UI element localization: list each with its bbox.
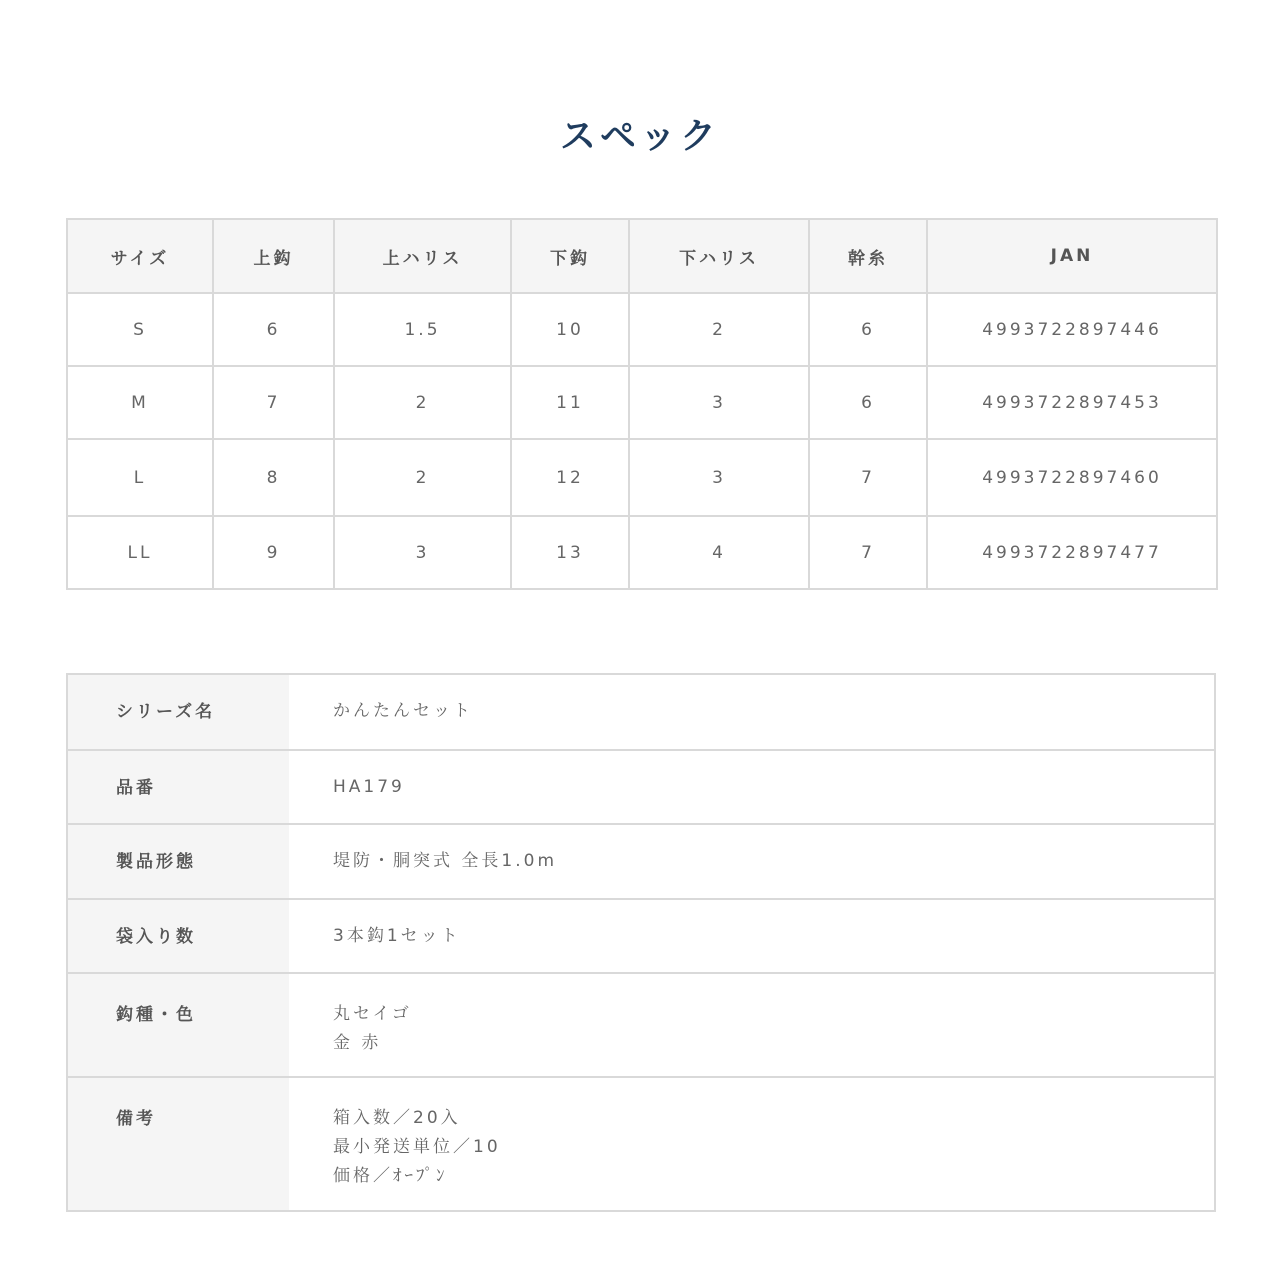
cell-upper-hook: 7 [213,366,334,439]
header-upper-leader: 上ハリス [334,219,511,293]
spec-value [289,824,1215,899]
header-main-line: 幹糸 [809,219,927,293]
header-lower-leader: 下ハリス [629,219,809,293]
spec-value-line: 価格／ｵｰﾌﾟﾝ [333,1166,448,1186]
spec-value-line: 堤防・胴突式 全長1.0m [333,851,557,871]
cell-upper-hook: 8 [213,439,334,516]
cell-size: S [67,293,213,366]
cell-lower-hook: 12 [511,439,629,516]
cell-lower-hook: 10 [511,293,629,366]
spec-row-product-form [67,824,1215,899]
cell-jan: 4993722897477 [927,516,1217,589]
spec-row-hook-type [67,973,1215,1077]
page-title: スペック [559,116,720,157]
cell-jan: 4993722897453 [927,366,1217,439]
cell-upper-leader: 1.5 [334,293,511,366]
table-row [67,439,1217,516]
spec-row-part-number [67,750,1215,824]
spec-value-line: 金 赤 [333,1033,382,1053]
cell-size: M [67,366,213,439]
cell-upper-leader: 3 [334,516,511,589]
spec-row-notes [67,1077,1215,1211]
cell-upper-hook: 6 [213,293,334,366]
cell-upper-leader: 2 [334,366,511,439]
spec-row-series [67,674,1215,750]
cell-lower-leader: 3 [629,366,809,439]
cell-upper-hook: 9 [213,516,334,589]
header-upper-hook: 上鈎 [213,219,334,293]
spec-label: 備考 [67,1077,289,1211]
cell-lower-hook: 11 [511,366,629,439]
spec-label: 袋入り数 [67,899,289,973]
cell-main-line: 6 [809,366,927,439]
spec-label: 品番 [67,750,289,824]
spec-row-bag-count [67,899,1215,973]
cell-upper-leader: 2 [334,439,511,516]
header-size: サイズ [67,219,213,293]
cell-main-line: 7 [809,439,927,516]
header-lower-hook: 下鈎 [511,219,629,293]
cell-lower-leader: 3 [629,439,809,516]
cell-lower-leader: 2 [629,293,809,366]
header-jan: JAN [927,219,1217,293]
spec-value-line: 3本鈎1セット [333,926,461,946]
spec-table [66,673,1216,1212]
spec-value-line: 丸セイゴ [333,1004,412,1024]
spec-value-line: 箱入数／20入 [333,1108,461,1128]
cell-main-line: 7 [809,516,927,589]
size-table [66,218,1218,590]
size-table-header-row [67,219,1217,293]
cell-lower-leader: 4 [629,516,809,589]
table-row [67,293,1217,366]
cell-lower-hook: 13 [511,516,629,589]
table-row [67,516,1217,589]
cell-jan: 4993722897460 [927,439,1217,516]
spec-value [289,899,1215,973]
cell-size: LL [67,516,213,589]
spec-value-line: 最小発送単位／10 [333,1137,501,1157]
spec-value [289,750,1215,824]
spec-value-line: かんたんセット [333,701,473,721]
spec-label: 鈎種・色 [67,973,289,1077]
spec-value [289,973,1215,1077]
spec-value [289,674,1215,750]
spec-label: 製品形態 [67,824,289,899]
spec-value [289,1077,1215,1211]
cell-size: L [67,439,213,516]
spec-label: シリーズ名 [67,674,289,750]
cell-jan: 4993722897446 [927,293,1217,366]
cell-main-line: 6 [809,293,927,366]
spec-value-line: HA179 [333,777,405,797]
table-row [67,366,1217,439]
